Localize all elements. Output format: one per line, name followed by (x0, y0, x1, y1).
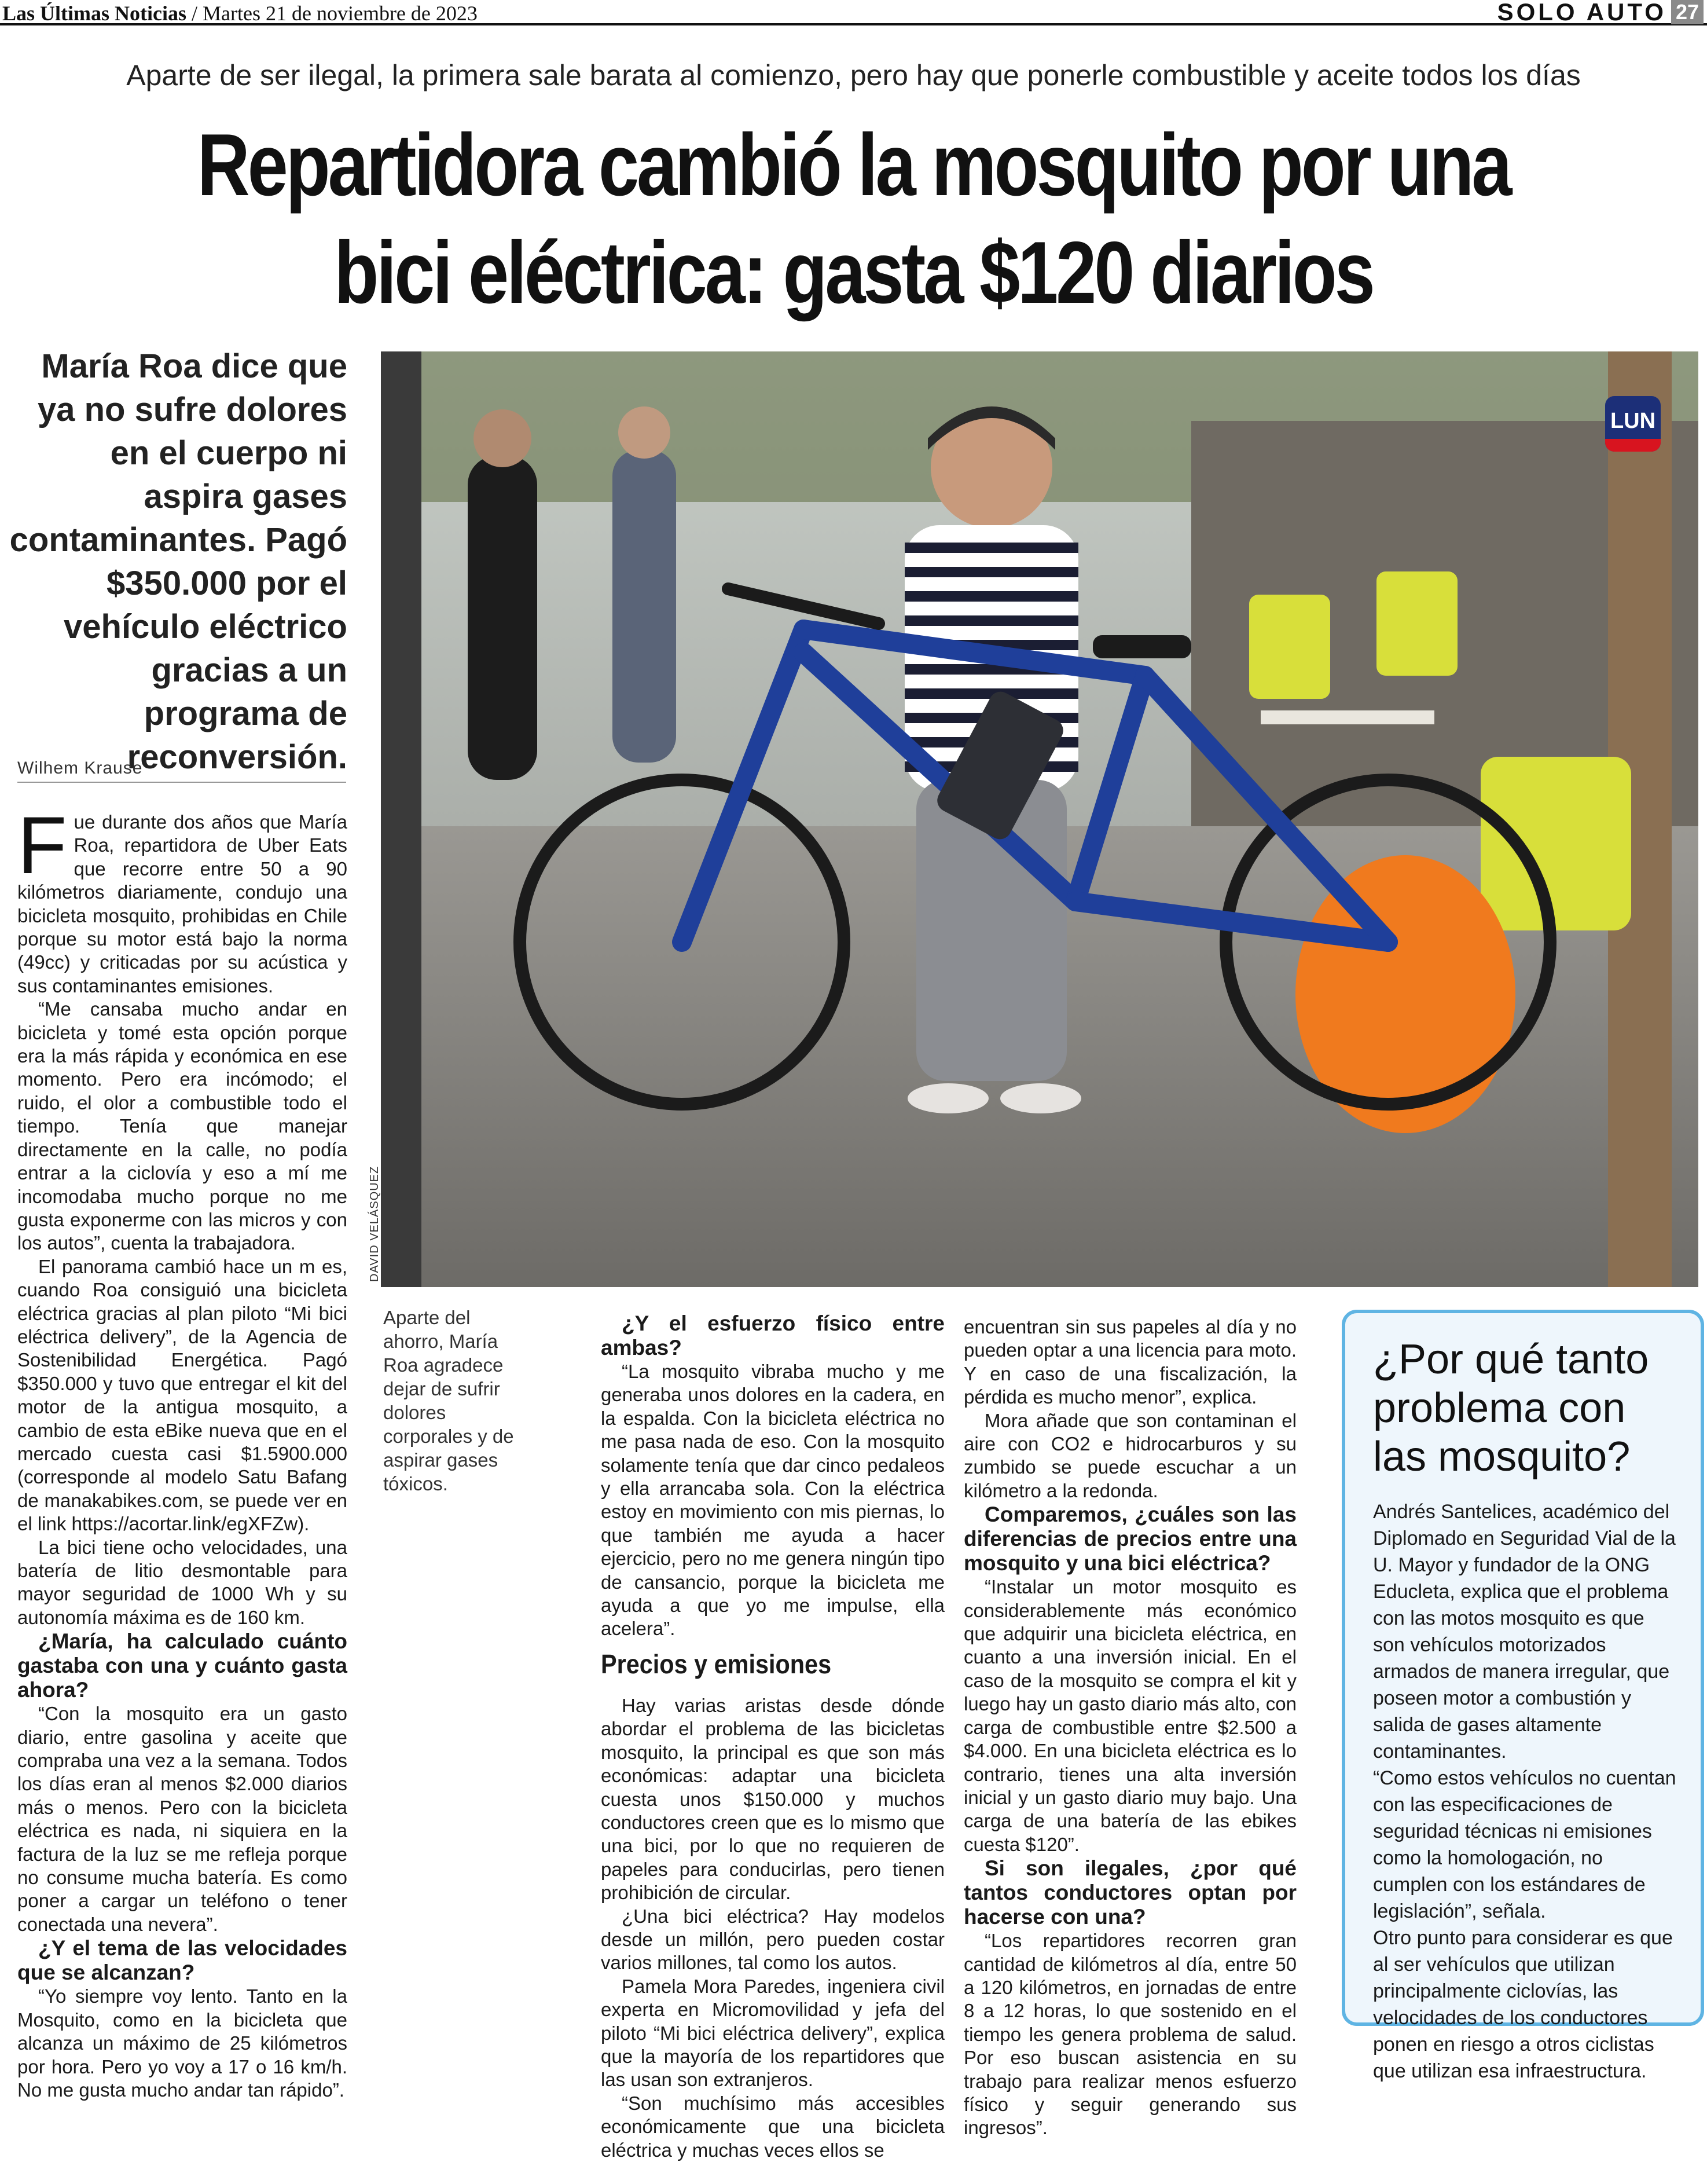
paragraph: “La mosquito vibraba mucho y me generaba unos dolores en la cadera, en la espalda. Con la bicicleta eléctrica no me pasa nada de eso. Con la mosquito solamente tenía que dar cinco pedaleos y ella arrancaba sola. Con la eléctrica estoy en movimiento con mis piernas, lo que también me ayuda a hacer ejercicio, pero no me genera ningún tipo de cansancio, porque la bicicleta me ayuda a que yo me impulse, ella acelera”. (601, 1361, 945, 1640)
photo-caption: Aparte del ahorro, María Roa agradece dejar de sufrir dolores corporales y de aspirar gases tóxicos. (383, 1307, 514, 1494)
interview-question: Si son ilegales, ¿por qué tantos conductores optan por hacerse con una? (964, 1856, 1297, 1929)
page-number: 27 (1671, 0, 1704, 24)
masthead (0, 0, 1707, 25)
sidebar-box (1342, 1310, 1704, 2082)
interview-question: ¿María, ha calculado cuánto gastaba con una y cuánto gasta ahora? (17, 1629, 347, 1702)
paragraph: “Son muchísimo más accesibles económicamente que una bicicleta eléctrica y muchas veces ellos se (601, 2092, 945, 2161)
issue-date: Martes 21 de noviembre de 2023 (203, 2, 478, 25)
paragraph: Pamela Mora Paredes, ingeniera civil experta en Micromovilidad y jefa del piloto “Mi bici eléctrica delivery”, explica que la mayoría de los repartidores que las usan son extranjeros. (601, 1975, 945, 2091)
lun-logo-text: LUN (1610, 409, 1656, 433)
chair (1249, 595, 1330, 699)
lun-logo-stripe (1605, 439, 1661, 452)
pedestrian-right-head (618, 406, 670, 459)
article-column-1 (17, 800, 347, 2102)
lun-logo (1605, 396, 1661, 452)
kicker: Aparte de ser ilegal, la primera sale barata al comienzo, pero hay que ponerle combustible y aceite todos los días (126, 59, 1581, 91)
chair (1376, 571, 1458, 676)
paragraph: “Con la mosquito era un gasto diario, entre gasolina y aceite que compraba una vez a la semana. Todos los días eran al menos $2.000 diarios más o menos. Pero con la bicicleta eléctrica es nada, ni siquiera en la factura de la luz se me refleja porque no consume mucha batería. Es como poner a cargar un teléfono o tener conectada una nevera”. (17, 1703, 347, 1935)
masthead-left: Las Últimas Noticias / Martes 21 de noviembre de 2023 (2, 2, 478, 25)
headline: Repartidora cambió la mosquito por una bici eléctrica: gasta $120 diarios (197, 116, 1510, 322)
masthead-right (1497, 0, 1704, 24)
pedestrian-left (468, 456, 537, 780)
saddle (1093, 635, 1191, 658)
sidebar-paragraph: Andrés Santelices, académico del Diplomado en Seguridad Vial de la U. Mayor y fundador de la ONG Educleta, explica que el problema con las motos mosquito es que son vehículos motorizados armados de manera irregular, que poseen motor a combustión y salida de gases altamente contaminantes. (1373, 1501, 1676, 1762)
paragraph: “Yo siempre voy lento. Tanto en la Mosquito, como en la bicicleta que alcanza un máximo de 25 kilómetros por hora. Pero yo voy a 17 o 16 km/h. No me gusta mucho andar tan rápido”. (17, 1985, 347, 2101)
interview-question: ¿Y el tema de las velocidades que se alcanzan? (17, 1936, 347, 1985)
cafe-table (1261, 710, 1434, 724)
deck: María Roa dice que ya no sufre dolores en el cuerpo ni aspira gases contaminantes. Pagó $350.000 por el vehículo eléctrico gracias a un programa de reconversión. (9, 347, 347, 776)
paragraph: ¿Una bici eléctrica? Hay modelos desde un millón, pero pueden costar varios millones, tal como los autos. (601, 1905, 945, 1974)
sidebar-paragraph: Otro punto para considerar es que al ser vehículos que utilizan principalmente ciclovías, las velocidades de los conductores ponen en riesgo a otros ciclistas que utilizan esa infraestructura. (1373, 1927, 1673, 2082)
article-column-2 (601, 1311, 945, 2162)
paragraph: “Me cansaba mucho andar en bicicleta y tomé esta opción porque era la más rápida y económica en ese momento. Pero era incómodo; el ruido, el olor a combustible todo el tiempo. Tenía que manejar directamente en la calle, no podía entrar a la ciclovía y eso a mí me incomodaba mucho porque no me gusta exponerme con las micros y con los autos”, cuenta la trabajadora. (17, 998, 347, 1254)
lead-text: ue durante dos años que María Roa, repartidora de Uber Eats que recorre entre 50 a 90 kilómetros diariamente, condujo una bicicleta mosquito, prohibidas en Chile porque su motor está bajo la norma (49cc) y criticadas por su acústica y sus contaminantes emisiones. (17, 811, 347, 996)
paragraph (17, 800, 347, 998)
photo-credit: DAVID VELÁSQUEZ (368, 1166, 381, 1282)
left-column (381, 351, 421, 1287)
sidebar-body (1373, 1498, 1677, 2084)
rider-shoe (908, 1083, 989, 1113)
section-name: SOLO AUTO (1497, 0, 1666, 25)
sidebar-paragraph: “Como estos vehículos no cuentan con las especificaciones de seguridad técnicas ni emisiones como la homologación, no cumplen con los estándares de legislación”, señala. (1373, 1767, 1676, 1922)
article-column-3 (964, 1315, 1297, 2140)
interview-question: ¿Y el esfuerzo físico entre ambas? (601, 1311, 945, 1359)
subheading: Precios y emisiones (601, 1648, 832, 1679)
paragraph: El panorama cambió hace un m es, cuando Roa consiguió una bicicleta eléctrica gracias al plan piloto “Mi bici eléctrica delivery”, de la Agencia de Sostenibilidad Energética. Pagó $350.000 y tuvo que entregar el kit del motor de la antigua mosquito, a cambio de esta eBike nueva que en el mercado cuesta casi $1.5900.000 (corresponde al modelo Satu Bafang de manakabikes.com, se puede ver en el link https://acortar.link/egXFZw). (17, 1255, 347, 1535)
pedestrian-left-head (473, 409, 531, 467)
photo-illustration (381, 351, 1698, 1287)
sidebar-title: ¿Por qué tanto problema con las mosquito? (1373, 1336, 1649, 1480)
paragraph: Mora añade que son contaminan el aire con CO2 e hidrocarburos y su zumbido se puede escuchar a un kilómetro a la redonda. (964, 1409, 1297, 1501)
drop-cap: F (17, 800, 67, 891)
byline: Wilhem Krause (17, 758, 346, 783)
interview-question: Comparemos, ¿cuáles son las diferencias de precios entre una mosquito y una bici eléctrica? (964, 1503, 1297, 1575)
pedestrian-right (612, 450, 676, 763)
chair (1481, 757, 1631, 930)
paragraph: “Instalar un motor mosquito es considerablemente más económico que adquirir una bicicleta eléctrica, en cuanto a una inversión inicial. En el caso de la mosquito se compra el kit y luego hay un gasto diario más alto, con carga de combustible entre $2.500 a $4.000. En una bicicleta eléctrica es lo contrario, tienes una alta inversión inicial y un gasto diario muy bajo. Una carga de una batería de las ebikes cuesta $120”. (964, 1576, 1297, 1855)
rider-shoe (1000, 1083, 1081, 1113)
paragraph: encuentran sin sus papeles al día y no pueden optar a una licencia para moto. Y en caso de una fiscalización, la pérdida es mucho menor”, explica. (964, 1316, 1297, 1408)
paragraph: Hay varias aristas desde dónde abordar el problema de las bicicletas mosquito, la principal es que son más económicas: adaptar una bicicleta cuesta unos $150.000 y muchos conductores creen que es lo mismo que una bici, por lo que no requieren de papeles para conducirlas, pero tienen prohibición de circular. (601, 1694, 945, 1904)
article-photo (381, 351, 1698, 1287)
paragraph: “Los repartidores recorren gran cantidad de kilómetros al día, entre 50 a 120 kilómetros, en jornadas de entre 8 a 12 horas, lo que sostenido en el tiempo les genera problema de salud. Por eso buscan asistencia en su trabajo para realizar menos esfuerzo físico y seguir generando sus ingresos”. (964, 1930, 1297, 2139)
paragraph: La bici tiene ocho velocidades, una batería de litio desmontable para mayor seguridad de 1000 Wh y su autonomía máxima es de 160 km. (17, 1536, 347, 1628)
newspaper-name: Las Últimas Noticias (2, 2, 186, 25)
